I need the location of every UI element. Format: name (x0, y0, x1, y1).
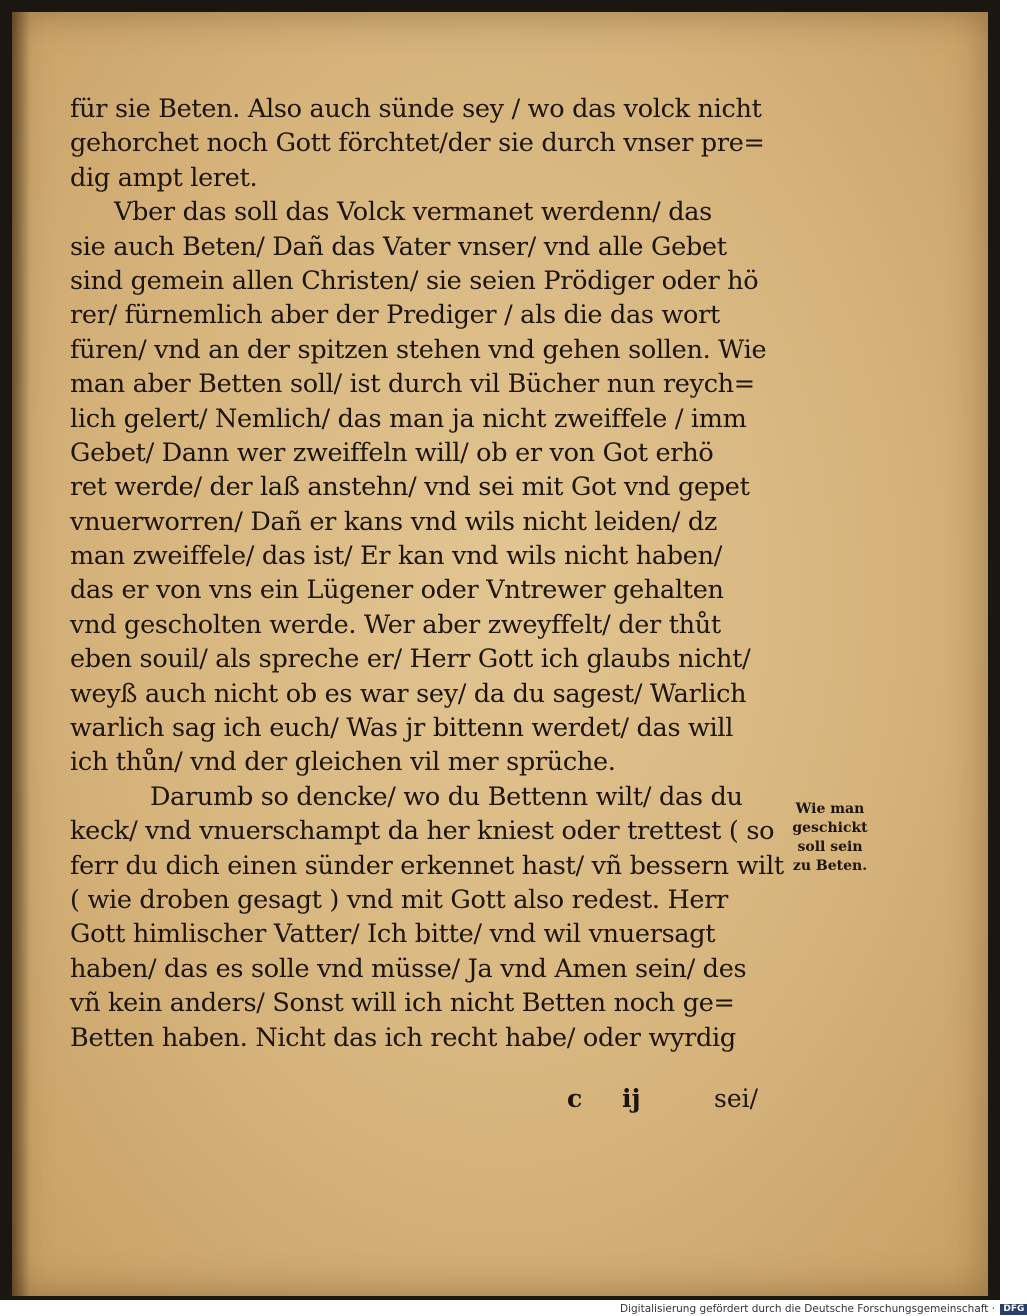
dfg-logo: DFG (1000, 1304, 1027, 1315)
gutter-shadow (12, 12, 30, 1296)
text-line-2: gehorchet noch Gott förchtet/der sie durch vnser pre= (70, 128, 765, 159)
credit-text: Digitalisierung gefördert durch die Deutsche Forschungsgemeinschaft · (620, 1303, 996, 1315)
text-line-21: Darumb so dencke/ wo du Bettenn wilt/ das du (150, 781, 743, 812)
text-line-10: lich gelert/ Nemlich/ das man ja nicht zweiffele / imm (70, 403, 747, 434)
book-page (12, 12, 988, 1296)
text-line-8: füren/ vnd an der spitzen stehen vnd gehen sollen. Wie (70, 334, 767, 365)
text-line-5: sie auch Beten/ Dañ das Vater vnser/ vnd alle Gebet (70, 231, 727, 262)
text-line-13: vnuerworren/ Dañ er kans vnd wils nicht leiden/ dz (70, 506, 718, 537)
text-line-1: für sie Beten. Also auch sünde sey / wo das volck nicht (70, 94, 762, 124)
marginal-line-1: Wie man (795, 801, 865, 817)
signature-mark-letter: c (567, 1084, 583, 1113)
text-line-4: Vber das soll das Volck vermanet werdenn/ das (114, 197, 712, 228)
text-line-7: rer/ fürnemlich aber der Prediger / als die das wort (70, 300, 720, 331)
text-line-28: Betten haben. Nicht das ich recht habe/ oder wyrdig (70, 1022, 736, 1053)
text-line-20: ich thůn/ vnd der gleichen vil mer sprüche. (70, 747, 616, 778)
digitization-credit (620, 1303, 1027, 1315)
text-line-25: Gott himlischer Vatter/ Ich bitte/ vnd wil vnuersagt (70, 919, 716, 950)
marginal-line-3: soll sein (797, 839, 863, 855)
text-line-24: ( wie droben gesagt ) vnd mit Gott also redest. Herr (70, 884, 728, 915)
text-line-16: vnd gescholten werde. Wer aber zweyffelt/ der thůt (70, 609, 721, 640)
text-line-11: Gebet/ Dann wer zweiffeln will/ ob er von Got erhö (70, 437, 714, 468)
text-line-9: man aber Betten soll/ ist durch vil Bücher nun reych= (70, 369, 755, 400)
text-line-19: warlich sag ich euch/ Was jr bittenn werdet/ das will (70, 713, 734, 744)
main-text-block (70, 92, 790, 1055)
text-line-23: ferr du dich einen sünder erkennet hast/ vñ bessern wilt (70, 850, 784, 881)
text-line-22: keck/ vnd vnuerschampt da her kniest oder trettest ( so (70, 816, 775, 847)
text-line-17: eben souil/ als spreche er/ Herr Gott ich glaubs nicht/ (70, 644, 751, 675)
signature-mark-number: ij (622, 1084, 641, 1113)
text-line-26: haben/ das es solle vnd müsse/ Ja vnd Amen sein/ des (70, 953, 747, 984)
marginal-line-4: zu Beten. (792, 858, 868, 874)
text-line-15: das er von vns ein Lügener oder Vntrewer gehalten (70, 575, 724, 606)
text-line-6: sind gemein allen Christen/ sie seien Prödiger oder hö (70, 265, 759, 296)
text-line-12: ret werde/ der laß anstehn/ vnd sei mit Got vnd gepet (70, 472, 750, 503)
text-line-14: man zweiffele/ das ist/ Er kan vnd wils nicht haben/ (70, 541, 723, 572)
marginal-line-2: geschickt (792, 820, 868, 836)
marginal-note (784, 800, 876, 876)
text-line-27: vñ kein anders/ Sonst will ich nicht Betten noch ge= (70, 988, 735, 1019)
text-line-18: weyß auch nicht ob es war sey/ da du sagest/ Warlich (70, 678, 747, 709)
catchword: sei/ (714, 1084, 759, 1113)
text-line-3: dig ampt leret. (70, 162, 258, 193)
